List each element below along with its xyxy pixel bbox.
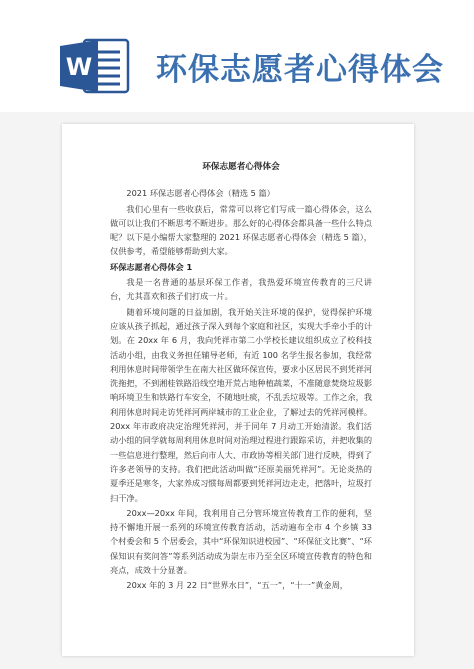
- word-icon-letter: W: [65, 53, 93, 81]
- document-body: [110, 160, 372, 594]
- paragraph: 20xx 年的 3 月 22 日“世界水日”，“五一”，“十一”黄金周，: [126, 580, 348, 591]
- intro-paragraph: 我们心里有一些收获后，常常可以将它们写成一篇心得体会，这么做可以让我们不断思考不断进步。那么好的心得体会都具备一些什么特点呢？以下是小编帮大家整理的 2021 环保志愿者心得体会（精选 5 篇），仅供参考，希望能够帮助到大家。: [110, 203, 373, 257]
- word-document-icon: [58, 38, 130, 94]
- intro-label: 2021 环保志愿者心得体会（精选 5 篇）: [126, 188, 275, 199]
- paragraph: 我是一名普通的基层环保工作者，我热爱环境宣传教育的三尺讲台，尤其喜欢和孩子们打成一片。: [110, 277, 372, 302]
- section-heading-1: 环保志愿者心得体会 1: [110, 261, 193, 272]
- header-banner: [0, 0, 474, 112]
- banner-title: 环保志愿者心得体会: [156, 52, 444, 88]
- paragraph: 20xx—20xx 年间，我利用自己分管环境宣传教育工作的便利，坚持不懈地开展一系列的环境宣传教育活动，活动遍布全市 4 个乡镇 33 个村委会和 5 个居委会，其中“环保知识进校园”、“环保征文比赛”、“环保知识有奖问答”等系列活动成为崇左市乃至全区环境宣传教育的特色和亮点，成效十分显著。: [110, 507, 372, 576]
- document-title: 环保志愿者心得体会: [202, 162, 280, 172]
- paragraph: 随着环境问题的日益加剧，我开始关注环境的保护，觉得保护环境应该从孩子抓起，通过孩子深入到每个家庭和社区，实现大手牵小手的计划。在 20xx 年 6 月，我向凭祥市第二小学校长建议组织成立了校科技活动小组，由我义务担任辅导老师，有近 100 名学生报名参加，我经常利用休息时间带领学生在南大社区做环保宣传，要求小区居民不到凭祥河洗拖把，不到湘桂铁路沿线空地开荒占地种植蔬菜，不准随意焚烧垃圾影响环境卫生和铁路行车安全，不随地吐痰，不乱丢垃圾等。工作之余，我利用休息时间走访凭祥河两岸城市的工业企业，了解过去的凭祥河模样。20xx 年市政府决定治理凭祥河，并于同年 7 月动工开始清淤。我们活动小组的同学就每周利用休息时间对治理过程进行跟踪采访，并把收集的一些信息进行整理，然后向市人大、市政协等相关部门进行反映，得到了许多老领导的支持。我们把此活动叫做“还原美丽凭祥河”。无论炎热的夏季还是寒冬，大家养成习惯每周都要到凭祥河边走走，把落叶，垃圾打扫干净。: [110, 306, 373, 503]
